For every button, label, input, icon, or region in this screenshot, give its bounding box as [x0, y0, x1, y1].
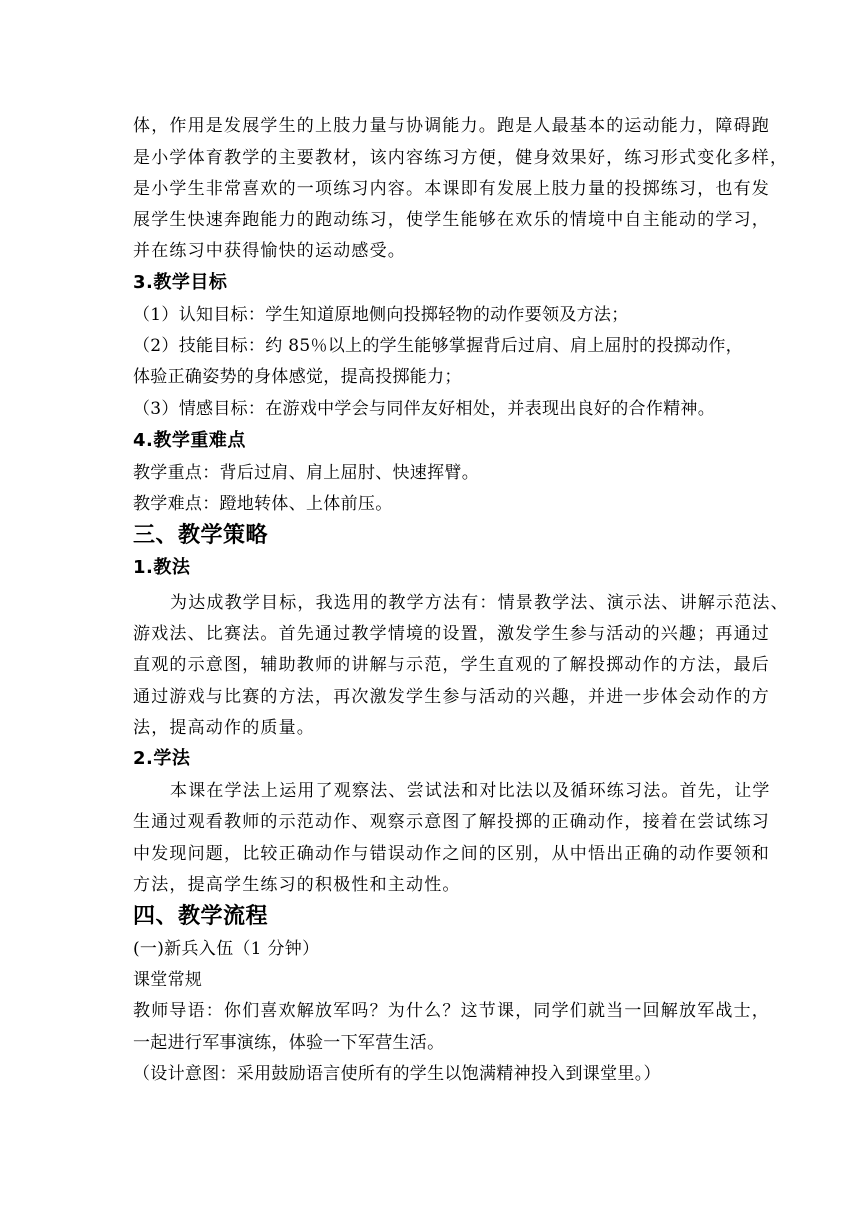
chapter-heading: 四、教学流程	[133, 904, 269, 929]
key-point: 教学难点：蹬地转体、上体前压。	[133, 494, 393, 514]
paragraph-line: 是小学体育教学的主要教材，该内容练习方便，健身效果好，练习形式变化多样，	[133, 148, 789, 168]
subsection-heading: 1.教法	[133, 557, 191, 578]
process-label: 课堂常规	[133, 970, 203, 990]
subsection-heading: 2.学法	[133, 748, 191, 769]
paragraph-line: 体，作用是发展学生的上肢力量与协调能力。跑是人最基本的运动能力，障碍跑	[133, 116, 770, 136]
paragraph-line: 中发现问题，比较正确动作与错误动作之间的区别，从中悟出正确的动作要领和	[133, 844, 770, 864]
paragraph-line: 本课在学法上运用了观察法、尝试法和对比法以及循环练习法。首先，让学	[170, 781, 771, 801]
objective-item: （2）技能目标：约 85％以上的学生能够掌握背后过肩、肩上屈肘的投掷动作，	[133, 336, 743, 356]
paragraph-line: 法，提高动作的质量。	[133, 718, 315, 738]
objective-item: （3）情感目标：在游戏中学会与同伴友好相处，并表现出良好的合作精神。	[133, 399, 716, 419]
paragraph-line: 方法，提高学生练习的积极性和主动性。	[133, 875, 461, 895]
paragraph-line: 通过游戏与比赛的方法，再次激发学生参与活动的兴趣，并进一步体会动作的方	[133, 687, 770, 707]
section-heading: 4.教学重难点	[133, 430, 246, 451]
paragraph-line: 是小学生非常喜欢的一项练习内容。本课即有发展上肢力量的投掷练习，也有发	[133, 179, 770, 199]
chapter-heading: 三、教学策略	[133, 523, 269, 548]
section-heading: 3.教学目标	[133, 272, 228, 293]
key-point: 教学重点：背后过肩、肩上屈肘、快速挥臂。	[133, 463, 479, 483]
paragraph-line: 生通过观看教师的示范动作、观察示意图了解投掷的正确动作，接着在尝试练习	[133, 812, 770, 832]
paragraph-line: 一起进行军事演练，体验一下军营生活。	[133, 1033, 445, 1053]
paragraph-line: 游戏法、比赛法。首先通过教学情境的设置，激发学生参与活动的兴趣；再通过	[133, 624, 770, 644]
paragraph-line: 展学生快速奔跑能力的跑动练习，使学生能够在欢乐的情境中自主能动的学习，	[133, 210, 770, 230]
objective-item: 体验正确姿势的身体感觉，提高投掷能力；	[133, 367, 462, 387]
design-intent: （设计意图：采用鼓励语言使所有的学生以饱满精神投入到课堂里。）	[133, 1064, 661, 1084]
paragraph-line: 为达成教学目标，我选用的教学方法有：情景教学法、演示法、讲解示范法、	[170, 593, 789, 613]
paragraph-line: 教师导语：你们喜欢解放军吗？为什么？这节课，同学们就当一回解放军战士，	[133, 1001, 770, 1021]
paragraph-line: 并在练习中获得愉快的运动感受。	[133, 241, 406, 261]
process-step: (一)新兵入伍（1 分钟）	[133, 939, 320, 959]
objective-item: （1）认知目标：学生知道原地侧向投掷轻物的动作要领及方法；	[133, 305, 629, 325]
paragraph-line: 直观的示意图，辅助教师的讲解与示范，学生直观的了解投掷动作的方法，最后	[133, 655, 770, 675]
